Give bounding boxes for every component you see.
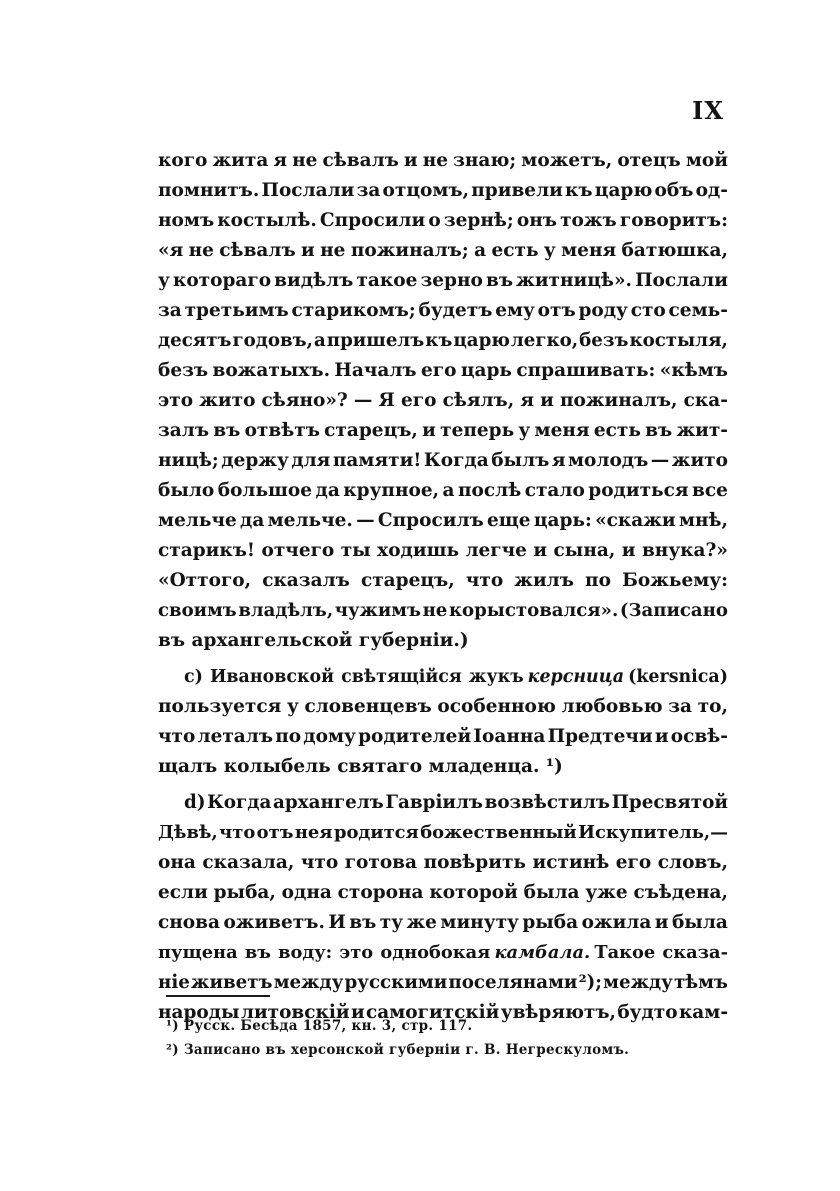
word: о bbox=[428, 210, 441, 231]
word: одна bbox=[281, 882, 332, 903]
word: «кѣмъ bbox=[659, 360, 728, 381]
word: для bbox=[291, 450, 331, 471]
paragraph-c-line bbox=[158, 692, 728, 722]
footnote-2: ²) Записано въ херсонской губерніи г. В. Негрескуломъ. bbox=[166, 1042, 630, 1058]
paragraph-c-line bbox=[158, 722, 728, 752]
word: особенною bbox=[437, 696, 556, 717]
word: жито bbox=[199, 390, 256, 411]
word: тѣмъ bbox=[673, 972, 728, 993]
word: сказала, bbox=[202, 852, 295, 873]
word: жилъ bbox=[514, 570, 574, 591]
word: ска- bbox=[683, 390, 728, 411]
word: губерніи.) bbox=[358, 630, 469, 651]
word: привели bbox=[471, 180, 563, 201]
word: и bbox=[654, 726, 669, 747]
word: ту bbox=[379, 912, 404, 933]
word: а bbox=[313, 330, 326, 351]
word: помнитъ. bbox=[158, 180, 260, 201]
word: (Записано bbox=[619, 600, 728, 621]
word: въ bbox=[485, 270, 514, 291]
paragraph-d-line bbox=[158, 878, 728, 908]
word: не bbox=[188, 240, 214, 261]
word: Пресвятой bbox=[611, 792, 728, 813]
word: сына, bbox=[553, 540, 616, 561]
word: которой bbox=[429, 882, 518, 903]
word: номъ bbox=[158, 210, 215, 231]
text-line bbox=[158, 476, 728, 506]
word: — bbox=[356, 510, 375, 531]
word: отвѣтъ bbox=[244, 420, 320, 441]
word: и bbox=[621, 540, 636, 561]
word: и bbox=[403, 150, 418, 171]
word: къ bbox=[425, 330, 453, 351]
word: Іоанна bbox=[473, 726, 546, 747]
word: за bbox=[668, 696, 693, 717]
word: родится bbox=[333, 822, 419, 843]
text-line bbox=[158, 566, 728, 596]
paragraph-c-line bbox=[158, 752, 728, 782]
text-span: пущена въ воду: это однобокая bbox=[158, 942, 491, 963]
word: если bbox=[158, 882, 208, 903]
word: роду bbox=[578, 300, 628, 321]
word: жит- bbox=[676, 420, 728, 441]
word: да bbox=[240, 510, 265, 531]
word: между bbox=[603, 972, 673, 993]
word: Послали bbox=[261, 180, 355, 201]
word: внука?» bbox=[641, 540, 728, 561]
word: что bbox=[300, 852, 339, 873]
word: Спросилъ bbox=[377, 510, 484, 531]
word: тожъ bbox=[560, 210, 617, 231]
word: пользуется bbox=[158, 696, 282, 717]
word: за bbox=[356, 180, 381, 201]
word: мой bbox=[685, 150, 728, 171]
word: третьимъ bbox=[184, 300, 289, 321]
word: за bbox=[158, 300, 182, 321]
word: своимъ bbox=[158, 600, 237, 621]
word: молодъ bbox=[567, 450, 649, 471]
word: архангельской bbox=[191, 630, 353, 651]
word: чужимъ bbox=[334, 600, 421, 621]
word: колыбель bbox=[223, 756, 331, 777]
word: вожатыхъ. bbox=[212, 360, 331, 381]
word: ему bbox=[495, 300, 535, 321]
word: старецъ, bbox=[360, 570, 455, 591]
text-line bbox=[158, 416, 728, 446]
word: и bbox=[540, 390, 554, 411]
word: есть bbox=[491, 240, 539, 261]
word: истинѣ bbox=[532, 852, 610, 873]
word: зернѣ; bbox=[443, 210, 514, 231]
word: кого bbox=[158, 150, 208, 171]
word: сѣвалъ bbox=[322, 150, 399, 171]
word: жито bbox=[671, 450, 728, 471]
word: старецъ, bbox=[324, 420, 418, 441]
word: памяти! bbox=[332, 450, 422, 471]
word: что bbox=[219, 822, 256, 843]
word: Предтечи bbox=[547, 726, 653, 747]
word: ты bbox=[340, 540, 371, 561]
word: а bbox=[474, 240, 487, 261]
text-line bbox=[158, 626, 728, 656]
word: Спросили bbox=[319, 210, 426, 231]
word: она bbox=[158, 852, 196, 873]
word: крупное, bbox=[343, 480, 440, 501]
word: меня bbox=[561, 240, 617, 261]
word: рыба bbox=[522, 912, 579, 933]
text-line bbox=[158, 296, 728, 326]
word: од- bbox=[695, 180, 728, 201]
word: не bbox=[320, 240, 346, 261]
word: «я bbox=[158, 240, 184, 261]
word: батюшка, bbox=[621, 240, 728, 261]
text-line bbox=[158, 146, 728, 176]
word: святаго bbox=[337, 756, 423, 777]
italic-term: камбала. bbox=[494, 942, 591, 963]
word: родиться bbox=[588, 480, 689, 501]
text-line bbox=[158, 176, 728, 206]
word: это bbox=[158, 390, 194, 411]
word: есть bbox=[593, 420, 641, 441]
word: зерно bbox=[420, 270, 483, 291]
word: народы bbox=[158, 1002, 240, 1023]
word: ницѣ; bbox=[158, 450, 219, 471]
word: житницѣ». bbox=[516, 270, 632, 291]
word: — bbox=[650, 450, 670, 471]
text-line bbox=[158, 506, 728, 536]
word: стало bbox=[524, 480, 585, 501]
word: что bbox=[158, 726, 196, 747]
text-line bbox=[158, 356, 728, 386]
word: сказалъ bbox=[262, 570, 350, 591]
word: котораго bbox=[172, 270, 272, 291]
word: держу bbox=[221, 450, 289, 471]
word: большое bbox=[217, 480, 313, 501]
word: дому bbox=[303, 726, 356, 747]
word: по bbox=[585, 570, 611, 591]
word: въ bbox=[349, 912, 377, 933]
word: и bbox=[301, 240, 315, 261]
word: ¹) bbox=[545, 756, 563, 777]
word: повѣрить bbox=[423, 852, 526, 873]
text-line bbox=[158, 266, 728, 296]
word: что bbox=[465, 570, 504, 591]
word: пришелъ bbox=[326, 330, 425, 351]
word: царю bbox=[453, 330, 510, 351]
word: спрашивать: bbox=[516, 360, 656, 381]
word: Божьему: bbox=[622, 570, 728, 591]
word: костылѣ. bbox=[217, 210, 317, 231]
paragraph-d-line bbox=[158, 908, 728, 938]
word: же bbox=[406, 912, 437, 933]
word: жита bbox=[212, 150, 269, 171]
word: его bbox=[615, 852, 652, 873]
word: пожиналъ, bbox=[559, 390, 678, 411]
word: отъ bbox=[537, 300, 576, 321]
word: «Оттого, bbox=[158, 570, 252, 591]
word: отъ bbox=[256, 822, 294, 843]
word: И bbox=[328, 912, 346, 933]
word: царь bbox=[460, 360, 512, 381]
word: будто bbox=[617, 1002, 678, 1023]
word: была bbox=[523, 882, 580, 903]
text-line bbox=[158, 596, 728, 626]
word: мельче. bbox=[267, 510, 353, 531]
paragraph-d-line bbox=[158, 968, 728, 998]
word: у bbox=[158, 270, 170, 291]
word: видѣлъ bbox=[274, 270, 354, 291]
word: ожила bbox=[581, 912, 652, 933]
word: и bbox=[533, 540, 548, 561]
paragraph-d-line bbox=[158, 938, 728, 968]
word: — bbox=[353, 390, 373, 411]
word: въ bbox=[158, 630, 186, 651]
word: щалъ bbox=[158, 756, 218, 777]
word: и bbox=[422, 420, 436, 441]
word: мельче bbox=[158, 510, 237, 531]
word: его bbox=[400, 390, 437, 411]
word: Началъ bbox=[334, 360, 417, 381]
word: объ bbox=[654, 180, 694, 201]
word: уже bbox=[585, 882, 628, 903]
paragraph-d-line bbox=[158, 788, 728, 818]
word: безъ bbox=[158, 360, 209, 381]
text-line bbox=[158, 536, 728, 566]
word: сто bbox=[630, 300, 666, 321]
word: старикъ! bbox=[158, 540, 256, 561]
page-number: IX bbox=[692, 96, 724, 125]
word: ніе bbox=[158, 972, 190, 993]
word: я bbox=[273, 150, 288, 171]
word: Гавріилъ bbox=[385, 792, 483, 813]
word: мнѣ, bbox=[678, 510, 728, 531]
word: по bbox=[275, 726, 302, 747]
word: Послали bbox=[635, 270, 728, 291]
word: Когда bbox=[423, 450, 489, 471]
word: владѣлъ, bbox=[238, 600, 334, 621]
word: я bbox=[520, 390, 534, 411]
word: Искупитель,— bbox=[578, 822, 728, 843]
footnotes bbox=[166, 1014, 726, 1062]
footnote-divider bbox=[166, 995, 270, 997]
word: безъ bbox=[579, 330, 629, 351]
word: минуту bbox=[440, 912, 519, 933]
word: былъ bbox=[491, 450, 550, 471]
word: залъ bbox=[158, 420, 210, 441]
word: онъ bbox=[516, 210, 557, 231]
word: снова bbox=[158, 912, 220, 933]
word: поселянами bbox=[448, 972, 578, 993]
word: костыля, bbox=[629, 330, 728, 351]
word: рыба, bbox=[213, 882, 276, 903]
word: годовъ, bbox=[232, 330, 313, 351]
word: знаю; bbox=[453, 150, 517, 171]
word: меня bbox=[534, 420, 590, 441]
word: я bbox=[551, 450, 566, 471]
word: словенцевъ bbox=[304, 696, 432, 717]
word: старикомъ; bbox=[291, 300, 416, 321]
word: «скажи bbox=[595, 510, 676, 531]
word: къ bbox=[565, 180, 593, 201]
word: была bbox=[671, 912, 728, 933]
word: у bbox=[543, 240, 556, 261]
word: литовскій bbox=[240, 1002, 350, 1023]
word: сторона bbox=[337, 882, 424, 903]
footnote-1: ¹) Русск. Бесѣда 1857, кн. 3, стр. 117. bbox=[166, 1018, 473, 1034]
word: возвѣстилъ bbox=[484, 792, 610, 813]
word: а bbox=[442, 480, 455, 501]
word: не bbox=[422, 150, 449, 171]
text-span: Такое сказа- bbox=[594, 942, 728, 963]
word: и bbox=[350, 1002, 365, 1023]
word: съѣдена, bbox=[633, 882, 728, 903]
word: оживетъ. bbox=[223, 912, 325, 933]
word: въ bbox=[645, 420, 673, 441]
word: у bbox=[286, 696, 299, 717]
word: сѣялъ, bbox=[442, 390, 515, 411]
text-span: c) Ивановской свѣтящійся жукъ bbox=[184, 667, 524, 687]
word: леталъ bbox=[197, 726, 274, 747]
word: да bbox=[315, 480, 340, 501]
word: будетъ bbox=[418, 300, 493, 321]
word: увѣряютъ, bbox=[500, 1002, 616, 1023]
text-line bbox=[158, 386, 728, 416]
word: архангелъ bbox=[272, 792, 384, 813]
word: божественный bbox=[420, 822, 577, 843]
word: ходишь bbox=[377, 540, 460, 561]
word: младенца. bbox=[428, 756, 540, 777]
word: еще bbox=[486, 510, 531, 531]
word: отчего bbox=[261, 540, 335, 561]
word: живетъ bbox=[191, 972, 273, 993]
word: сѣвалъ bbox=[219, 240, 296, 261]
word: кам- bbox=[678, 1002, 728, 1023]
word: было bbox=[158, 480, 215, 501]
text-line bbox=[158, 446, 728, 476]
text-span: (kersnica) bbox=[628, 667, 728, 687]
word: пожиналъ; bbox=[350, 240, 469, 261]
word: легче bbox=[465, 540, 527, 561]
word: то, bbox=[697, 696, 728, 717]
text-line bbox=[158, 206, 728, 236]
italic-term: керсница bbox=[527, 667, 625, 687]
body-text bbox=[158, 146, 728, 1028]
word: десятъ bbox=[158, 330, 232, 351]
word: послѣ bbox=[458, 480, 522, 501]
paragraph-d-line bbox=[158, 818, 728, 848]
word: въ bbox=[213, 420, 241, 441]
word: корыстовался». bbox=[448, 600, 619, 621]
word: ²); bbox=[578, 972, 602, 993]
word: легко, bbox=[510, 330, 579, 351]
word: любовью bbox=[561, 696, 663, 717]
word: нея bbox=[294, 822, 333, 843]
word: и bbox=[654, 912, 669, 933]
word: родителей bbox=[358, 726, 472, 747]
word: не bbox=[422, 600, 448, 621]
word: можетъ, bbox=[521, 150, 613, 171]
word: Дѣвѣ, bbox=[158, 822, 218, 843]
word: у bbox=[518, 420, 531, 441]
paragraph-c-line bbox=[158, 662, 728, 692]
word: его bbox=[421, 360, 457, 381]
word: русскими bbox=[344, 972, 448, 993]
word: семь- bbox=[668, 300, 728, 321]
word: самогитскій bbox=[366, 1002, 500, 1023]
word: освѣ- bbox=[670, 726, 728, 747]
text-line bbox=[158, 326, 728, 356]
word: царю bbox=[594, 180, 653, 201]
word: Когда bbox=[207, 792, 272, 813]
word: готова bbox=[344, 852, 418, 873]
word: Я bbox=[378, 390, 395, 411]
word: говоритъ: bbox=[619, 210, 728, 231]
word: словъ, bbox=[657, 852, 728, 873]
word: отцомъ, bbox=[382, 180, 470, 201]
word: d) bbox=[184, 792, 206, 813]
paragraph-d-line bbox=[158, 848, 728, 878]
word: такое bbox=[356, 270, 418, 291]
text-line bbox=[158, 236, 728, 266]
word: не bbox=[292, 150, 318, 171]
word: отецъ bbox=[617, 150, 681, 171]
word: все bbox=[692, 480, 728, 501]
word: теперь bbox=[440, 420, 515, 441]
word: царь: bbox=[533, 510, 592, 531]
word: сѣяно»? bbox=[261, 390, 348, 411]
word: между bbox=[273, 972, 344, 993]
